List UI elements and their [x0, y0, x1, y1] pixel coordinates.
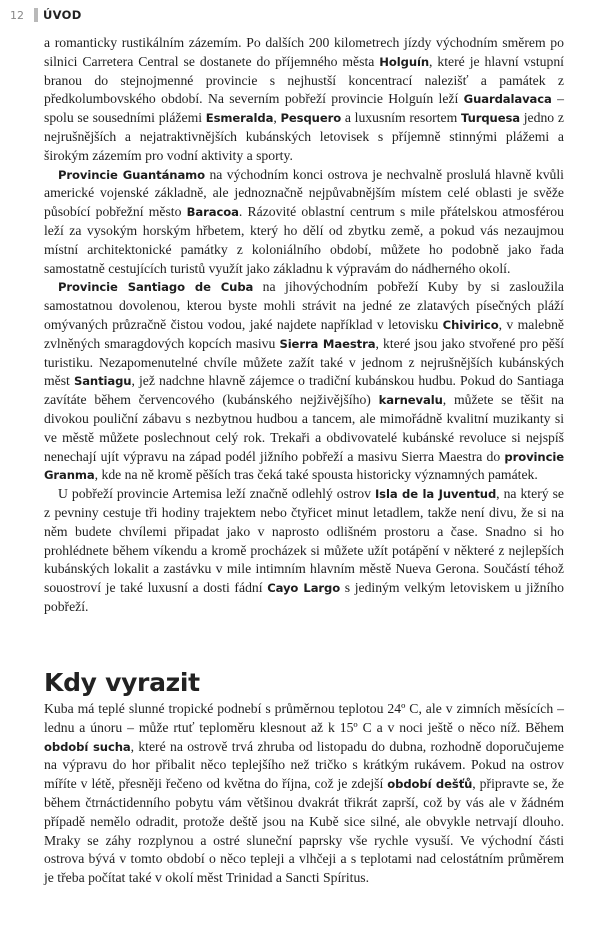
body-text — [44, 34, 564, 617]
text-run: s jediným velkým letoviskem u jižního pobřeží. — [44, 580, 565, 614]
keyword: Guardalavaca — [463, 92, 552, 107]
text-run: , — [273, 110, 281, 126]
text-run: a luxusním resortem — [341, 110, 462, 126]
keyword: Provincie Guantánamo — [58, 167, 206, 182]
keyword: Cayo Largo — [267, 581, 341, 596]
text-run: , které jsou jako stvořené pro pěší turistiku. Nezapomenutelné chvíle můžete zažít také v jednom z nejrušnějších kubánských měst — [44, 335, 565, 389]
text-run: – spolu se sousedními plážemi — [44, 91, 564, 126]
text-run: jedno z nejrušnějších a nejatraktivnějších kubánských letovisek s příjemně stinnými plážemi a širokým zázemím pro vodní aktivity a sporty. — [44, 110, 564, 163]
text-run: , kde na ně kromě pěších tras čeká také spousta historicky významných památek. — [94, 467, 538, 483]
page-number: 12 — [10, 8, 24, 22]
section-body-text — [44, 700, 564, 888]
keyword: Esmeralda — [205, 111, 274, 126]
text-run: na jihovýchodním pobřeží Kuby by si zasloužila samostatnou dovolenou, kterou byste mohli strávit na jedné ze zlatavých písečných pláží omývaných průzračně čistou vodou, jaké najdete například v letovisku — [44, 279, 564, 332]
keyword: Santiagu — [73, 374, 132, 389]
keyword: Baracoa — [186, 205, 239, 220]
section-title: ÚVOD — [43, 8, 82, 22]
section-heading: Kdy vyrazit — [44, 668, 200, 697]
text-run: , na který se z pevniny cestuje tři hodiny trajektem nebo čtyřicet minut letadlem, takže není divu, že si na něm budete chvílemi připadat jako v naprosto odlišném prostoru a čase. Snadno si ho prohlédnete během víkendu a kromě procházek si můžete užít potápění v některé z nejlepších kubánských lokalit a zastávku v mile intimním hlavním městě Nueva Gerona. Součástí téhož souostroví je také luxusní a dosti fádní — [44, 486, 564, 596]
text-run: , připravte se, že během čtrnáctidenního pobytu vám většinou dvakrát třikrát zaprší, což by vás ale v žádném případě nemělo odradit, protože deště jsou na Kubě sice silné, ale obvykle netrvají dlouho. Mraky se záhy rozplynou a ostré sluneční paprsky vše rychle vysuší. Ve východní části ostrova bývá v tomto období o něco tepleji a vlhčeji a s teplotami nad celostátním průměrem je třeba počítat také v okolí měst Trinidad a Sancti Spíritus. — [44, 776, 564, 886]
paragraph — [44, 485, 564, 617]
keyword: Provincie Santiago de Cuba — [58, 280, 254, 295]
text-run: , můžete se těšit na divokou pouliční zábavu s nezbytnou hudbou a tancem, ale mimořádně kvalitní muzikanty si ve městě můžete poslechnout celý rok. Trekaři a obdivovatelé kubánské revoluce si nejspíš nenechají ujít výpravu na západ podél jižního pobřeží a masivu Sierra Maestra do — [44, 392, 564, 464]
paragraph — [44, 166, 564, 279]
text-run: a romanticky rustikálním zázemím. Po dalších 200 kilometrech jízdy východním směrem po silnici Carretera Central se dostanete do příjemného města — [44, 35, 564, 69]
text-run: , které na ostrově trvá zhruba od listopadu do dubna, rozhodně doporučujeme na výpravu do hor přibalit něco teplejšího než tričko s krátkým rukávem. Pokud na ostrov míříte v létě, přesněji řečeno od května do října, což je zdejší — [44, 738, 564, 792]
paragraph — [44, 700, 564, 888]
text-run: , které je hlavní vstupní branou do stejnojmenné provincie s nejhustší koncentrací nalezišť a památek z předkolumbovského období. Na severním pobřeží provincie Holguín leží — [44, 53, 564, 107]
header-marker-bar — [34, 8, 38, 22]
keyword: karnevalu — [378, 393, 443, 408]
keyword: období sucha — [44, 739, 131, 754]
text-run: , jež nadchne hlavně zájemce o tradiční kubánskou hudbu. Pokud do Santiaga zavítáte během červencového (kubánského nejživějšího) — [44, 373, 564, 408]
keyword: provincie Granma — [44, 449, 564, 483]
keyword: Sierra Maestra — [279, 336, 376, 351]
text-run: na východním konci ostrova je nechvalně proslulá hlavně kvůli americké vojenské základně, ale jednoznačně nejpůvabnějším místem celé oblasti je svěže působící pobřežní město — [44, 166, 564, 220]
paragraph — [44, 278, 564, 485]
keyword: Holguín — [379, 54, 430, 69]
keyword: Turquesa — [461, 111, 520, 126]
keyword: Isla de la Juventud — [374, 487, 497, 502]
text-run: Kuba má teplé slunné tropické podnebí s průměrnou teplotou 24º C, ale v zimních měsících – lednu a únoru – může rtuť teploměru klesnout až k 15º C a v noci ještě o něco níž. Během — [44, 701, 564, 735]
keyword: období dešťů — [387, 777, 473, 792]
paragraph — [44, 34, 564, 166]
text-run: U pobřeží provincie Artemisa leží značně odlehlý ostrov — [58, 486, 375, 502]
running-header — [10, 6, 82, 24]
keyword: Pesquero — [280, 111, 342, 126]
keyword: Chivirico — [442, 317, 499, 332]
text-run: . Rázovité oblastní centrum s mile přátelskou atmosférou leží za vysokým horským hřbetem, který ho dělí od zbytku země, a pokud vás nezaujmou místní architektonické památky z koloniálního období, můžete ho podobně jako řada samostatně cestujících turistů využít jako základnu k výpravám do nádherného okolí. — [44, 204, 564, 276]
text-run: , v malebně zvlněných smaragdových kopcích masivu — [44, 316, 564, 351]
